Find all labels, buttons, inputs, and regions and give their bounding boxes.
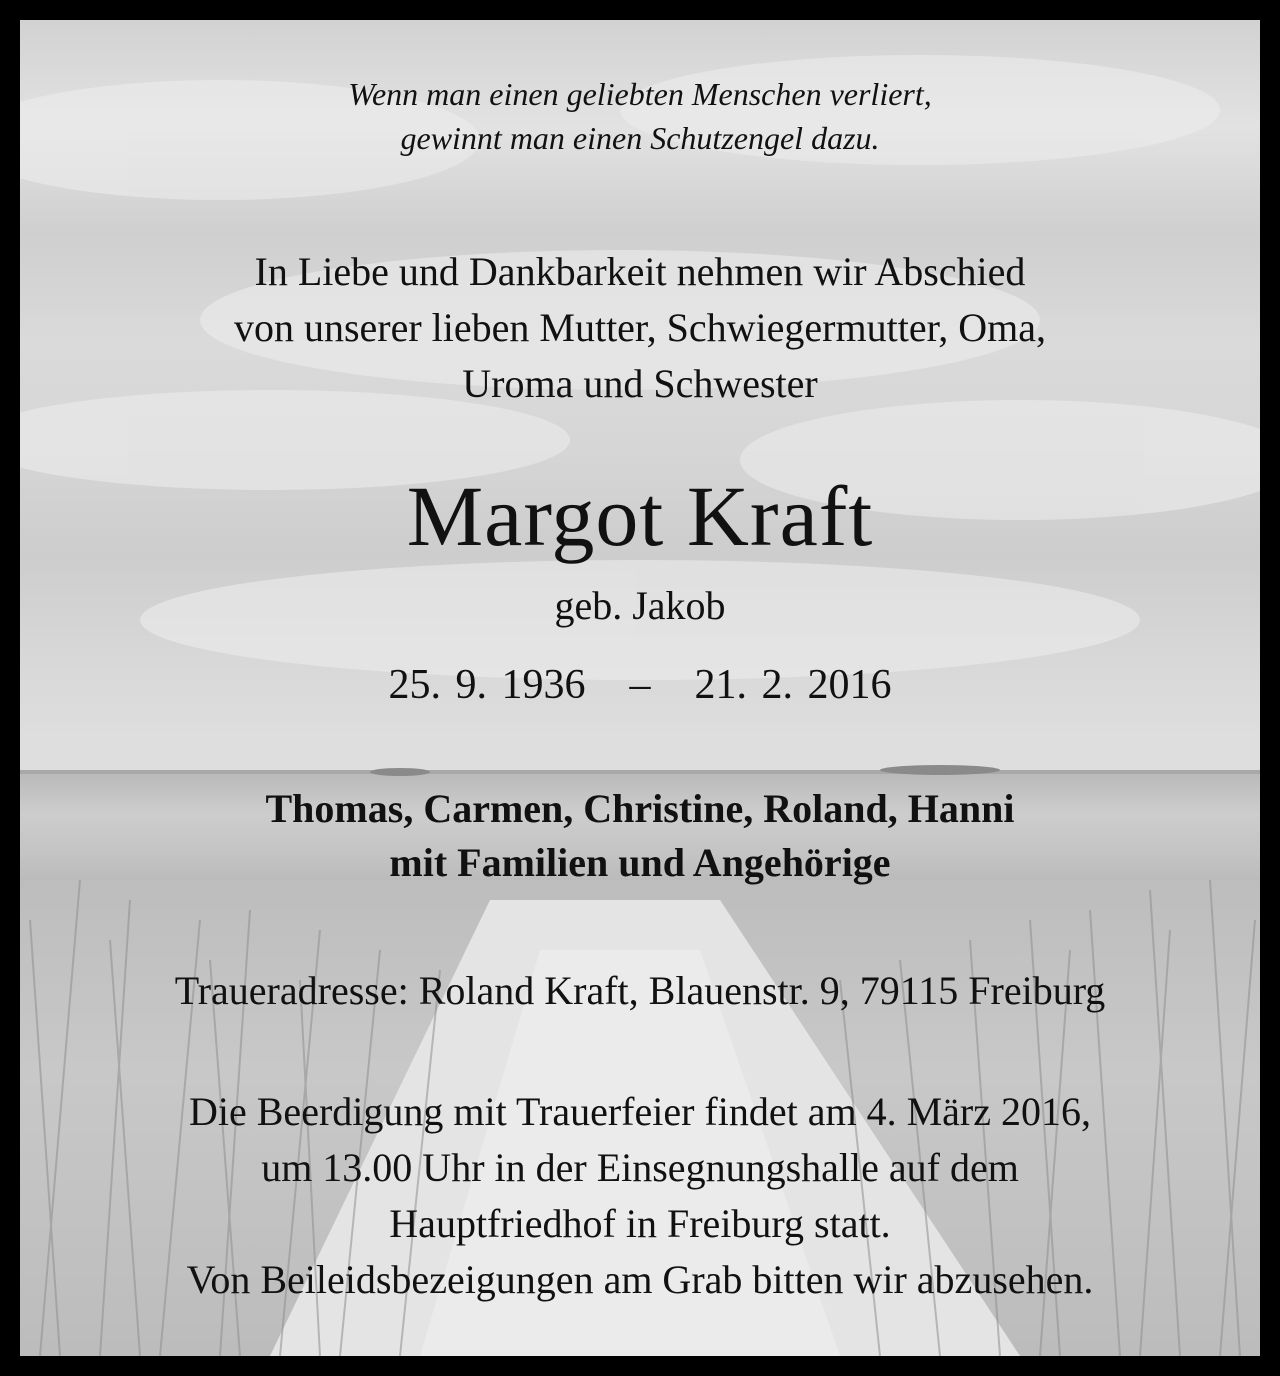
mourning-address: Traueradresse: Roland Kraft, Blauenstr. 9, 79115 Freiburg: [174, 968, 1106, 1013]
funeral-line: Die Beerdigung mit Trauerfeier findet am 4. März 2016,: [189, 1089, 1091, 1134]
quote-line: gewinnt man einen Schutzengel dazu.: [400, 120, 880, 156]
quote-line: Wenn man einen geliebten Menschen verliert,: [348, 76, 932, 112]
funeral-line: Hauptfriedhof in Freiburg statt.: [389, 1201, 891, 1246]
farewell-intro: [20, 244, 1260, 412]
date-separator: –: [629, 662, 651, 708]
birth-date: 25. 9. 1936: [388, 662, 586, 708]
deceased-name: Margot Kraft: [406, 468, 874, 564]
intro-line: In Liebe und Dankbarkeit nehmen wir Abschied: [254, 249, 1026, 294]
funeral-notice: [20, 1084, 1260, 1308]
birth-name: geb. Jakob: [554, 583, 726, 628]
mourners-line: Thomas, Carmen, Christine, Roland, Hanni: [265, 786, 1015, 831]
memorial-quote: [20, 72, 1260, 160]
obituary-card: [20, 20, 1260, 1356]
funeral-line: Von Beileidsbezeigungen am Grab bitten wir abzusehen.: [186, 1257, 1094, 1302]
mourners: [20, 782, 1260, 890]
intro-line: von unserer lieben Mutter, Schwiegermutter, Oma,: [233, 305, 1047, 350]
life-dates: [20, 660, 1260, 710]
death-date: 21. 2. 2016: [694, 662, 892, 708]
funeral-line: um 13.00 Uhr in der Einsegnungshalle auf dem: [261, 1145, 1019, 1190]
mourners-line: mit Familien und Angehörige: [389, 840, 891, 885]
intro-line: Uroma und Schwester: [462, 361, 818, 406]
